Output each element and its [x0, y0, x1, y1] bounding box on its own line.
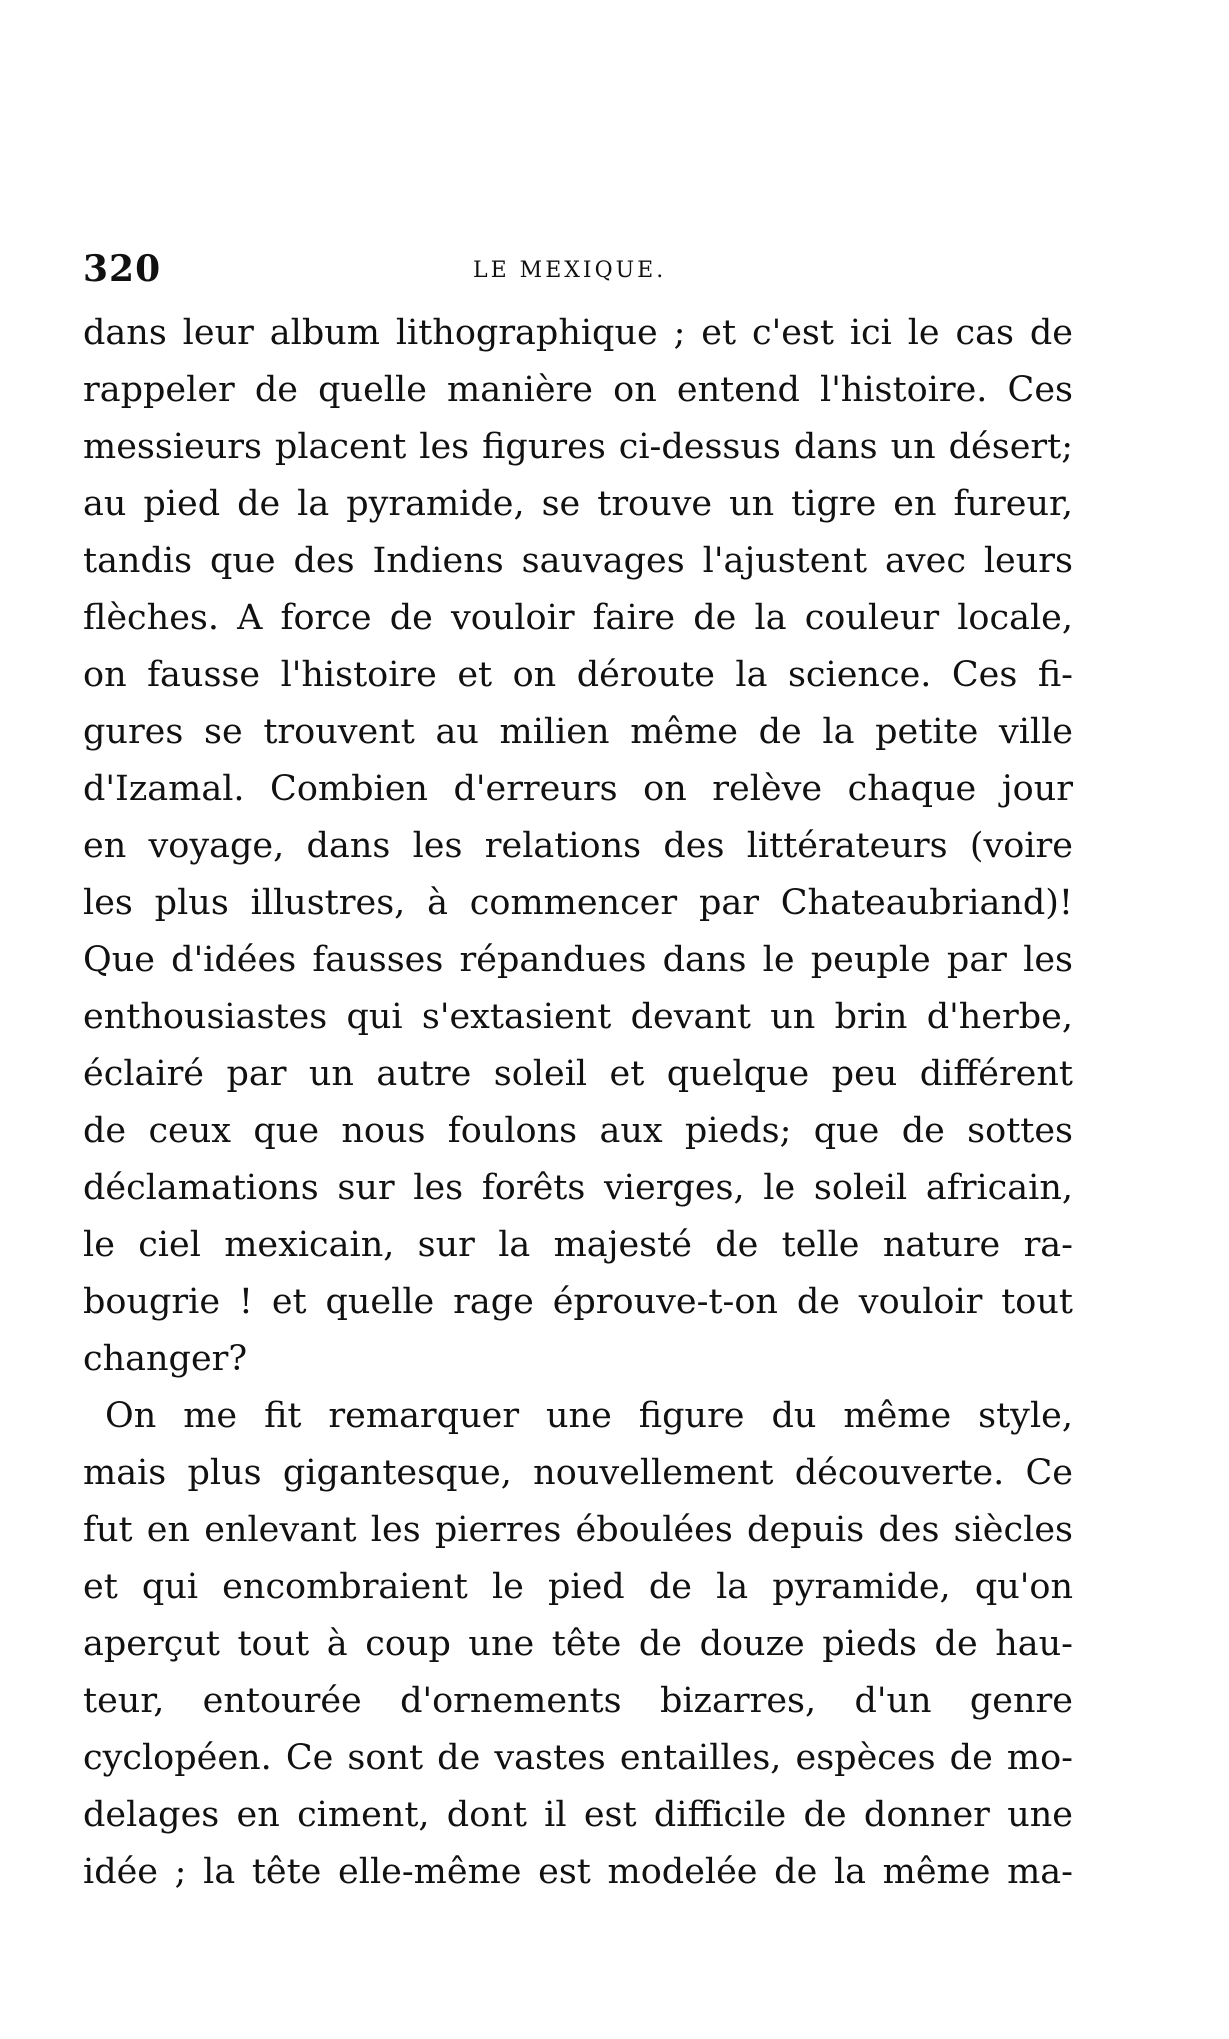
page-number: 320: [83, 248, 162, 290]
text-line: de ceux que nous foulons aux pieds; que de sottes: [83, 1111, 1073, 1151]
text-line: d'Izamal. Combien d'erreurs on relève chaque jour: [83, 769, 1073, 809]
paragraph-end-line: changer?: [83, 1339, 248, 1379]
text-line: cyclopéen. Ce sont de vastes entailles, espèces de mo-: [83, 1738, 1073, 1778]
text-line: on fausse l'histoire et on déroute la science. Ces fi-: [83, 655, 1073, 695]
text-line: flèches. A force de vouloir faire de la couleur locale,: [83, 598, 1073, 638]
paragraph-start-line: On me fit remarquer une figure du même style,: [105, 1396, 1073, 1436]
text-line: au pied de la pyramide, se trouve un tigre en fureur,: [83, 484, 1073, 524]
text-line: idée ; la tête elle-même est modelée de la même ma-: [83, 1852, 1073, 1892]
text-line: Que d'idées fausses répandues dans le peuple par les: [83, 940, 1073, 980]
text-line: delages en ciment, dont il est difficile de donner une: [83, 1795, 1073, 1835]
text-line: teur, entourée d'ornements bizarres, d'un genre: [83, 1681, 1073, 1721]
body-text: [83, 305, 1073, 1901]
text-line: fut en enlevant les pierres éboulées depuis des siècles: [83, 1510, 1073, 1550]
running-title: LE MEXIQUE.: [473, 258, 667, 283]
text-line: gures se trouvent au milien même de la petite ville: [83, 712, 1073, 752]
text-line: les plus illustres, à commencer par Chateaubriand)!: [83, 883, 1073, 923]
text-line: aperçut tout à coup une tête de douze pieds de hau-: [83, 1624, 1073, 1664]
text-line: rappeler de quelle manière on entend l'histoire. Ces: [83, 370, 1073, 410]
page-header: [83, 248, 1073, 298]
text-line: dans leur album lithographique ; et c'est ici le cas de: [83, 313, 1073, 353]
text-line: déclamations sur les forêts vierges, le soleil africain,: [83, 1168, 1073, 1208]
text-line: le ciel mexicain, sur la majesté de telle nature ra-: [83, 1225, 1073, 1265]
text-line: éclairé par un autre soleil et quelque peu différent: [83, 1054, 1073, 1094]
text-line: enthousiastes qui s'extasient devant un brin d'herbe,: [83, 997, 1073, 1037]
text-line: tandis que des Indiens sauvages l'ajustent avec leurs: [83, 541, 1073, 581]
text-line: mais plus gigantesque, nouvellement découverte. Ce: [83, 1453, 1073, 1493]
text-line: et qui encombraient le pied de la pyramide, qu'on: [83, 1567, 1073, 1607]
text-line: bougrie ! et quelle rage éprouve-t-on de vouloir tout: [83, 1282, 1073, 1322]
text-line: en voyage, dans les relations des littérateurs (voire: [83, 826, 1073, 866]
text-line: messieurs placent les figures ci-dessus dans un désert;: [83, 427, 1073, 467]
